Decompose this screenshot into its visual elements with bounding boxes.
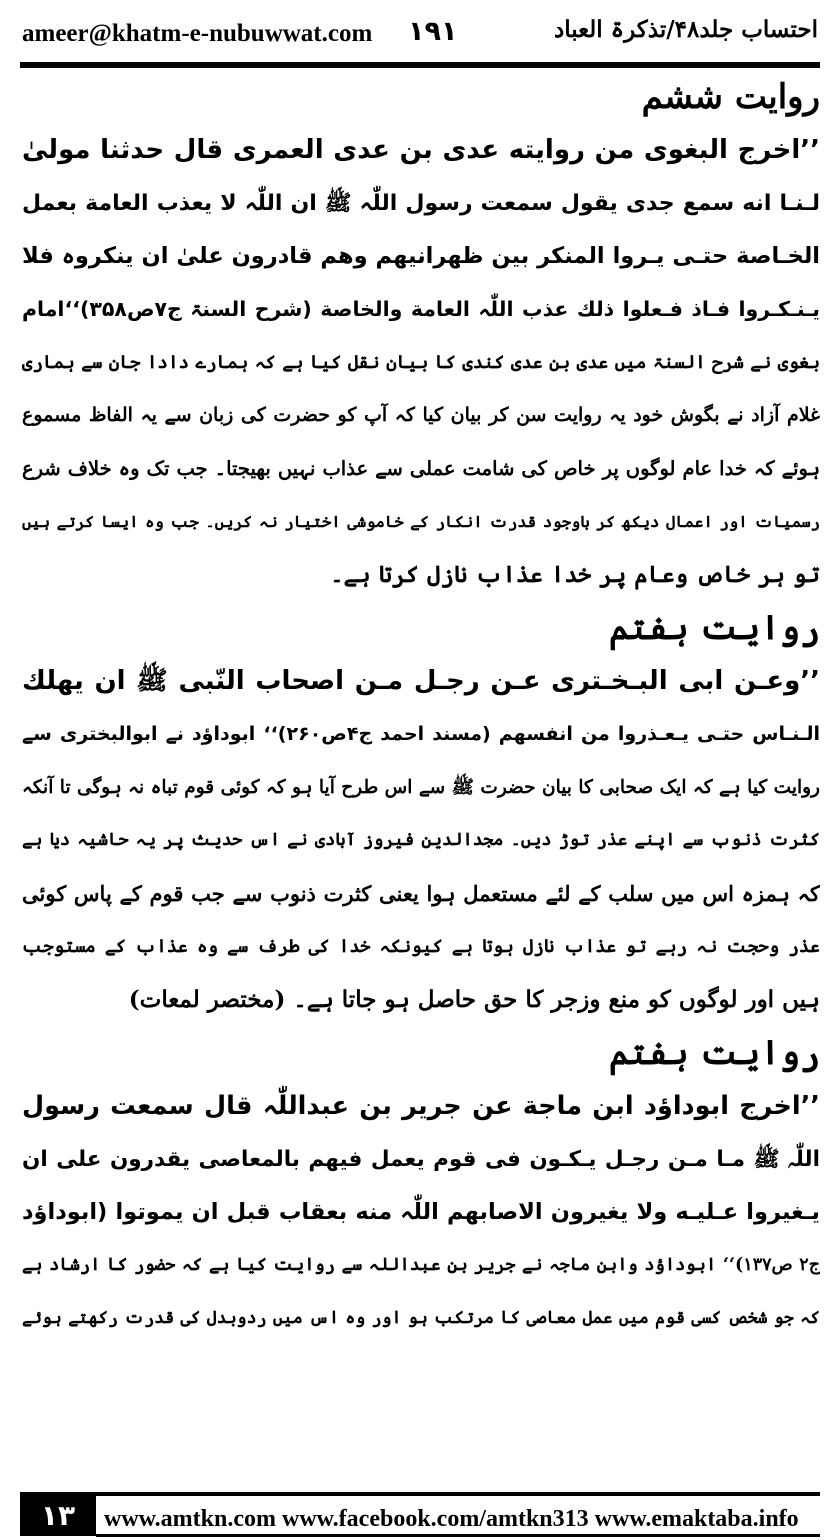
urdu-text-line: ہوئے کہ خدا عام لوگوں پر خاص کی شامت عملی سے عذاب نہیں بھیجتا۔ جب تک وہ خلاف شرع — [22, 457, 820, 480]
arabic-text-line: ’’اخرج البغوی من روایته عدی بن عدی العمری قال حدثنا مولیٰ — [22, 135, 820, 165]
urdu-text-line: بغوی نے شرح السنۃ میں عدی بن عدی کندی کا بیان نقل کیا ہے کہ ہمارے دادا جان سے ہماری — [22, 352, 820, 373]
urdu-text-line: ہیں اور لوگوں کو منع وزجر کا حق حاصل ہو جاتا ہے۔ (مختصر لمعات) — [128, 986, 820, 1013]
urdu-text-line: کثرت ذنوب سے اپنے عذر توڑ دیں۔ مجدالدین فیروز آبادی نے اس حدیث پر یہ حاشیہ دیا ہے — [22, 830, 820, 850]
urdu-text-line: غلام آزاد نے بگوش خود یہ روایت سن کر بیان کیا کہ آپ کو حضرت کی زبان سے یہ الفاظ مسموع — [22, 404, 820, 426]
footer-rule-top — [20, 1492, 820, 1496]
footer-urls: www.amtkn.com www.facebook.com/amtkn313 www.emaktaba.info — [104, 1506, 799, 1532]
arabic-text-line: اللّٰہ ﷺ مـا مـن رجـل یـکـون فی قوم یعمل فیھم بالمعاصی یقدرون علی ان — [22, 1147, 820, 1172]
arabic-text-line: الـنـاس حتـی یـعـذروا من انفسھم (مسند احمد ج۴ص۲۶۰)‘‘ ابوداؤد نے ابوالبختری سے — [22, 723, 820, 745]
arabic-text-line: یـغیروا عـلیـه ولا یغیرون الاصابھم اللّٰہ منه بعقاب قبل ان یموتوا (ابوداؤد — [22, 1199, 820, 1225]
header-email: ameer@khatm-e-nubuwwat.com — [22, 20, 373, 47]
urdu-text-line: کہ ہمزہ اس میں سلب کے لئے مستعمل ہوا یعنی کثرت ذنوب سے جب قوم کے پاس کوئی — [22, 881, 820, 906]
urdu-text-line: عذر وحجت نہ رہے تو عذاب نازل ہوتا ہے کیونکہ خدا کی طرف سے وہ عذاب کے مستوجب — [22, 936, 820, 957]
arabic-text-line: ’’اخرج ابوداؤد ابن ماجة عن جریر بن عبداللّٰہ قال سمعت رسول — [22, 1091, 820, 1121]
section-heading: روایت ہفتم — [608, 1033, 820, 1073]
urdu-text-line: ج۲ ص۱۳۷)‘‘ ابوداؤد وابن ماجہ نے جریر بن عبداللہ سے روایت کیا ہے کہ حضور کا ارشاد ہے — [22, 1255, 820, 1275]
page-footer — [0, 1480, 840, 1540]
header-rule — [20, 62, 820, 68]
page-header — [0, 0, 840, 60]
arabic-text-line: یـنـکـروا فـاذ فـعلوا ذلك عذب اللّٰہ العامة والخاصة (شرح السنۃ ج۷ص۳۵۸)‘‘امام — [22, 297, 820, 321]
header-page-number: ۱۹۱ — [408, 16, 458, 47]
urdu-text-line: روایت کیا ہے کہ ایک صحابی کا بیان حضرت ﷺ سے اس طرح آیا ہو کہ کوئی قوم تباہ نہ ہوگی تا آنکہ — [22, 777, 820, 798]
header-book-title: احتساب جلد۴۸/تذکرۃ العباد — [553, 16, 818, 43]
arabic-text-line: لـنـا انه سمع جدی یقول سمعت رسول اللّٰہ ﷺ ان اللّٰہ لا یعذب العامة بعمل — [22, 191, 820, 216]
arabic-text-line: ’’وعـن ابی البـخـتری عـن رجـل مـن اصحاب النّبی ﷺ ان یھلك — [22, 666, 820, 696]
page-body — [22, 70, 820, 1345]
urdu-text-line: رسمیات اور اعمال دیکھ کر باوجود قدرت انکار کے خاموشی اختیار نہ کریں۔ جب وہ ایسا کرتے ہیں — [22, 512, 820, 531]
arabic-text-line: الخـاصة حتـی یـروا المنکر بین ظھرانیھم وھم قادرون علیٰ ان ینکروہ فلا — [22, 243, 820, 269]
urdu-text-line: تو ہر خاص وعام پر خدا عذاب نازل کرتا ہے۔ — [330, 561, 820, 588]
footer-rule-bottom — [96, 1534, 820, 1537]
section-heading: روایت ہفتم — [608, 608, 820, 648]
section-heading: روایت ششم — [641, 77, 820, 117]
urdu-text-line: کہ جو شخص کسی قوم میں عمل معاصی کا مرتکب ہو اور وہ اس میں ردوبدل کی قدرت رکھتے ہوئے — [22, 1308, 820, 1328]
footer-page-badge: ۱۳ — [20, 1496, 96, 1536]
